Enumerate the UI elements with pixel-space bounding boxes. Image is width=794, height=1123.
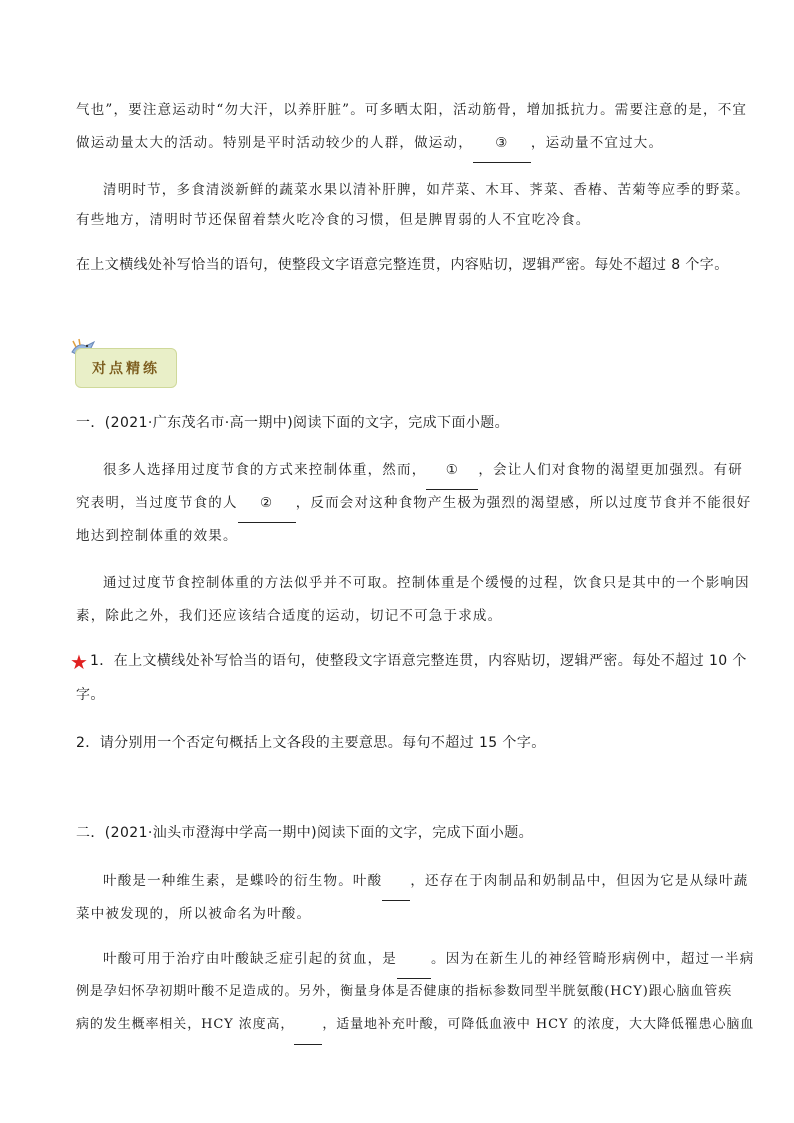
passage-line: 究表明，当过度节食的人 ② ，反而会对这种食物产生极为强烈的渴望感，所以过度节食并不能很好 [76,484,721,523]
passage-line: 地达到控制体重的效果。 [76,528,238,544]
passage-line: 叶酸可用于治疗由叶酸缺乏症引起的贫血，是 。因为在新生儿的神经管畸形病例中，超过一半病 [103,940,723,979]
passage-line: 素，除此之外，我们还应该结合适度的运动，切记不可急于求成。 [76,608,503,624]
passage-line: 气也”，要注意运动时“勿大汗，以养肝脏”。可多晒太阳，活动筋骨，增加抵抗力。需要注意的是，不宜 [76,102,748,118]
passage-line: 病的发生概率相关，HCY 浓度高， ，适量地补充叶酸，可降低血液中 HCY 的浓度，大大降低罹患心脑血 [76,1006,721,1045]
passage-line: 叶酸是一种维生素，是蝶呤的衍生物。叶酸 ，还存在于肉制品和奶制品中，但因为它是从绿叶蔬 [103,862,723,901]
passage-line: 很多人选择用过度节食的方式来控制体重，然而， ① ，会让人们对食物的渴望更加强烈。有研 [103,451,723,490]
answer-blank [294,1006,322,1045]
question-header: 一．(2021·广东茂名市·高一期中)阅读下面的文字，完成下面小题。 [76,415,510,431]
question-item-1: 1．在上文横线处补写恰当的语句，使整段文字语意完整连贯，内容贴切，逻辑严密。每处不超过 10 个 [90,653,747,669]
passage-line: 通过过度节食控制体重的方法似乎并不可取。控制体重是个缓慢的过程，饮食只是其中的一个影响因 [103,575,750,591]
passage-line: 有些地方，清明时节还保留着禁火吃冷食的习惯，但是脾胃弱的人不宜吃冷食。 [76,212,591,228]
passage-line: 菜中被发现的，所以被命名为叶酸。 [76,906,312,922]
answer-blank-3: ③ [473,124,531,163]
answer-blank-2: ② [238,484,296,523]
answer-blank-1: ① [426,451,478,490]
question-item-2: 2．请分别用一个否定句概括上文各段的主要意思。每句不超过 15 个字。 [76,735,546,751]
question-header: 二．(2021·汕头市澄海中学高一期中)阅读下面的文字，完成下面小题。 [76,825,534,841]
passage-line: 例是孕妇怀孕初期叶酸不足造成的。另外，衡量身体是否健康的指标参数同型半胱氨酸(HCY)跟心脑血管疾 [76,984,733,999]
passage-line: 做运动量太大的活动。特别是平时活动较少的人群，做运动， ③ ，运动量不宜过大。 [76,124,721,163]
question-item-1-cont: 字。 [76,687,105,703]
instruction-text: 在上文横线处补写恰当的语句，使整段文字语意完整连贯，内容贴切，逻辑严密。每处不超过 8 个字。 [76,257,729,273]
section-badge: 对点精练 [75,348,177,388]
star-icon: ★ [70,650,88,674]
passage-line: 清明时节，多食清淡新鲜的蔬菜水果以清补肝脾，如芹菜、木耳、荠菜、香椿、苦菊等应季的野菜。 [103,182,750,198]
